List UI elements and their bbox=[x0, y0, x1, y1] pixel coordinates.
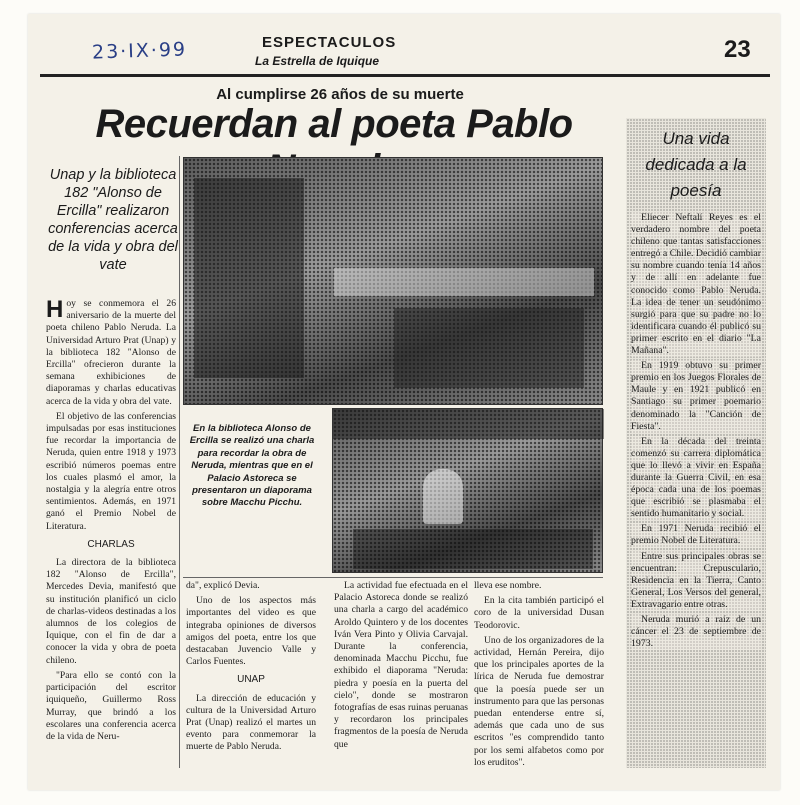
dropcap: H bbox=[46, 298, 64, 323]
article-headline: Recuerdan al poeta Pablo bbox=[95, 102, 573, 146]
paragraph: Uno de los organizadores de la actividad, Hernán Pereira, dijo que los principales aportes de la lírica de Neruda fue demostrar que la poesía puede ser un instrumento para que las personas puedan entenderse entre sí, además que cada uno de sus escritos "es comprendido tanto por los semi alfabetos como por los eruditos". bbox=[474, 634, 604, 768]
subsection-heading-charlas: CHARLAS bbox=[87, 538, 135, 550]
article-column-1 bbox=[46, 298, 176, 768]
newspaper-name: La Estrella de Iquique bbox=[255, 54, 380, 68]
photo-shape bbox=[394, 308, 584, 388]
paragraph: En 1919 obtuvo su primer premio en los Juegos Florales de Maule y en 1921 publicó en Santiago su primer poemario denominado la "Canción de Fiesta". bbox=[631, 360, 761, 432]
paragraph: lleva ese nombre. bbox=[474, 580, 542, 591]
photo-shape bbox=[423, 469, 463, 524]
paragraph: En la cita también participó el coro de la universidad Dusan Teodorovic. bbox=[474, 595, 604, 631]
section-title: ESPECTACULOS bbox=[262, 34, 397, 51]
photo-shape bbox=[334, 268, 594, 296]
photo-caption: En la biblioteca Alonso de Ercilla se realizó una charla para recordar la obra de Neruda, mientras que en el Palacio Astoreca se presentaron un diaporama sobre Macchu Picchu. bbox=[189, 423, 315, 509]
photo-shape bbox=[333, 409, 604, 439]
article-column-3 bbox=[334, 580, 468, 768]
paragraph: da", explicó Devia. bbox=[186, 580, 260, 591]
section-divider bbox=[183, 577, 603, 578]
paragraph: El objetivo de las conferencias impulsadas por esas instituciones fue recordar la importancia de Neruda, quien entre 1918 y 1973 escribió números poemas entre los cuales plasmó el amor, la nostalgia y la alegría entre otros sentimientos. Además, en 1971 ganó el Premio Nobel de Literatura. bbox=[46, 410, 176, 532]
sidebar-title: Una vida dedicada a la poesía bbox=[645, 129, 747, 200]
paragraph: La directora de la biblioteca 182 "Alonso de Ercilla", Mercedes Devia, manifestó que su institución planificó un ciclo de charlas-videos destinadas a los alumnos de los colegios de Iquique, con el fin de dar a conocer la vida y obra de poeta chileno. bbox=[46, 557, 176, 666]
article-kicker: Al cumplirse 26 años de su muerte bbox=[216, 86, 464, 103]
paragraph: Neruda murió a raíz de un cáncer el 23 de septiembre de 1973. bbox=[631, 614, 761, 650]
handwritten-date: 23·IX·99 bbox=[91, 38, 188, 64]
page-number: 23 bbox=[724, 36, 751, 63]
article-column-2 bbox=[186, 580, 316, 768]
photo-shape bbox=[194, 178, 304, 378]
paragraph: Uno de los aspectos más importantes del video es que integraba opiniones de diversos amigos del poeta, entre los que destacaban Juvencio Valle y Carlos Fuentes. bbox=[186, 595, 316, 668]
paragraph: La dirección de educación y cultura de la Universidad Arturo Prat (Unap) realizó el martes un evento para conmemorar la muerte de Pablo Neruda. bbox=[186, 692, 316, 753]
paragraph: La actividad fue efectuada en el Palacio Astoreca donde se realizó una charla a cargo del académico Aroldo Quintero y de los docentes Iván Vera Pinto y Olivia Carvajal. Durante la conferencia, denominada Macchu Picchu, fue exhibido el diaporama "Neruda: piedra y poesía en la puerta del cielo", donde se mostraron fotografías de esas ruinas peruanas y recordaron los principales fragmentos de la poesía de Neruda que bbox=[334, 580, 468, 750]
paragraph: "Para ello se contó con la participación del escritor iquiqueño, Guillermo Ross Murray, que brindó a los escolares una conferencia acerca de la vida de Neru- bbox=[46, 669, 176, 742]
header-rule bbox=[40, 74, 770, 77]
paragraph: oy se conmemora el 26 aniversario de la muerte del poeta chileno Pablo Neruda. La Universidad Arturo Prat (Unap) y la biblioteca 182 "Alonso de Ercilla" ofrecieron durante la semana exhibiciones de diaporamas y charlas educativas acerca de la vida y obra del vate. bbox=[46, 298, 176, 407]
subsection-heading-unap: UNAP bbox=[237, 674, 265, 686]
paragraph: Entre sus principales obras se encuentran: Crepusculario, Residencia en la Tierra, Canto General, Los Versos del general, Extravagario entre otras. bbox=[631, 550, 761, 610]
paragraph: En 1971 Neruda recibió el premio Nobel de Literatura. bbox=[631, 523, 761, 547]
sidebar-text bbox=[631, 212, 761, 764]
paragraph: En la década del treinta comenzó su carrera diplomática que lo llevó a vivir en España durante la Guerra Civil, en esa época cada una de los poemas que escribió se plasmaba el sentido humanitario y social. bbox=[631, 435, 761, 520]
paragraph: Eliecer Neftalí Reyes es el verdadero nombre del poeta chileno que tantas satisfacciones entregó a Chile. Decidió cambiar su nombre cuando tenía 14 años y de allí en adelante fue conocido como Pablo Neruda. La idea de tener un seudónimo surgió para que su padre no lo identificara cuando él publicó su primer escrito en el diario "La Mañana". bbox=[631, 212, 761, 357]
photo-palacio-astoreca bbox=[332, 408, 603, 573]
photo-shape bbox=[353, 529, 593, 569]
article-column-4 bbox=[474, 580, 604, 768]
article-subhead: Unap y la biblioteca 182 "Alonso de Ercilla" realizaron conferencias acerca de la vida y obra del vate bbox=[48, 167, 178, 273]
photo-library-talk bbox=[183, 157, 603, 405]
column-divider bbox=[179, 156, 180, 768]
